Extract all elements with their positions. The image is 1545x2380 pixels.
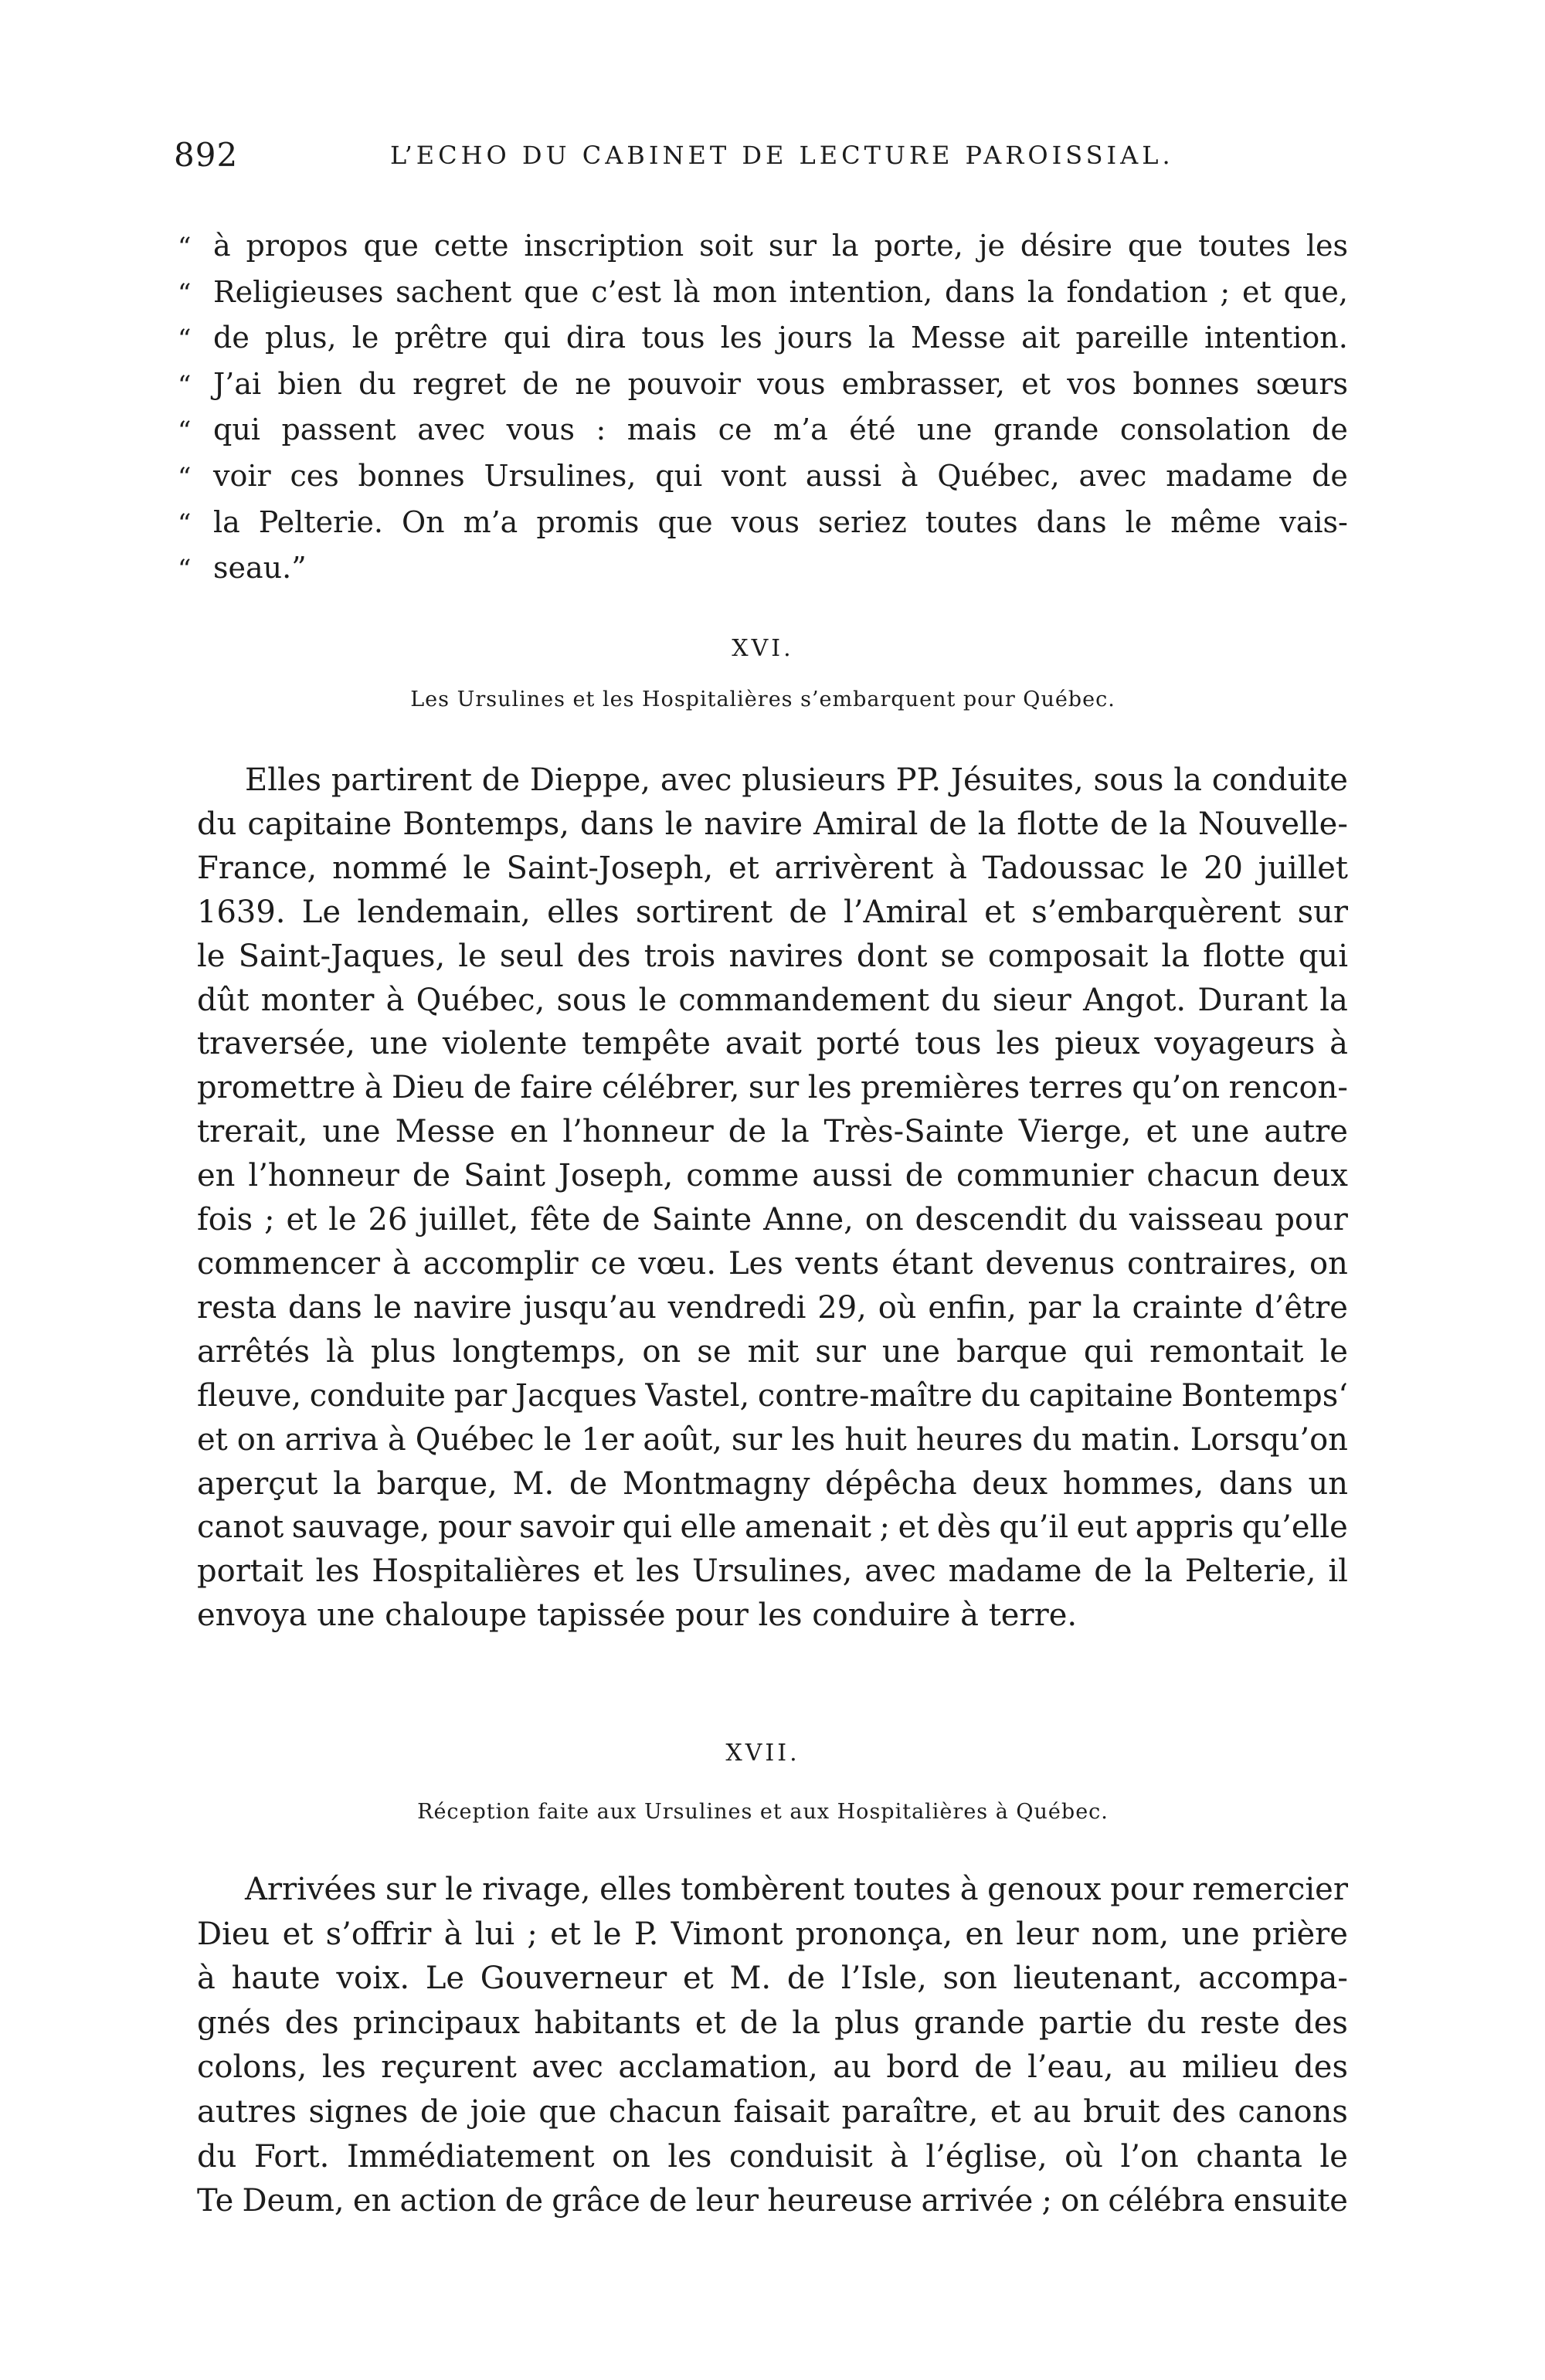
text-line: “ voir ces bonnes Ursulines, qui vont aussi à Québec, avec madame de	[178, 454, 1348, 501]
section-heading-xvi: XVI.	[732, 635, 794, 662]
page-number: 892	[174, 136, 239, 174]
text-line: 1639. Le lendemain, elles sortirent de l’Amiral et s’embarquèrent sur	[197, 894, 1348, 930]
quote-mark: “	[178, 277, 192, 309]
text-line: colons, les reçurent avec acclamation, au bord de l’eau, au milieu des	[197, 2049, 1348, 2086]
text-line: dût monter à Québec, sous le commandement du sieur Angot. Durant la	[197, 982, 1348, 1018]
text-line: portait les Hospitalières et les Ursulines, avec madame de la Pelterie, il	[197, 1553, 1348, 1590]
section-xvi-paragraph	[197, 759, 1348, 1638]
text-line: autres signes de joie que chacun faisait paraître, et au bruit des canons	[197, 2093, 1348, 2130]
text-line: “ la Pelterie. On m’a promis que vous seriez toutes dans le même vais-	[178, 501, 1348, 547]
text-line: gnés des principaux habitants et de la plus grande partie du reste des	[197, 2005, 1348, 2041]
quote-mark: “	[178, 369, 192, 401]
running-title: L’ECHO DU CABINET DE LECTURE PAROISSIAL.	[390, 141, 1174, 170]
text-line: du Fort. Immédiatement on les conduisit à l’église, où l’on chanta le	[197, 2138, 1348, 2175]
text-line: traversée, une violente tempête avait porté tous les pieux voyageurs à	[197, 1026, 1348, 1062]
text-line: Arrivées sur le rivage, elles tombèrent toutes à genoux pour remercier	[245, 1872, 1348, 1907]
text-line: France, nommé le Saint-Joseph, et arrivèrent à Tadoussac le 20 juillet	[197, 850, 1348, 886]
text-line: “ qui passent avec vous : mais ce m’a été une grande consolation de	[178, 408, 1348, 454]
section-subtitle-xvii: Réception faite aux Ursulines et aux Hospitalières à Québec.	[417, 1800, 1109, 1824]
running-head	[174, 136, 1348, 182]
quote-mark: “	[178, 416, 192, 447]
text-line: arrêtés là plus longtemps, on se mit sur une barque qui remontait le	[197, 1333, 1348, 1370]
quote-mark: “	[178, 508, 192, 539]
section-xvii-paragraph	[197, 1868, 1348, 2224]
text-line: à haute voix. Le Gouverneur et M. de l’Isle, son lieutenant, accompa-	[197, 1961, 1348, 1997]
quote-mark: “	[178, 461, 192, 493]
text-line: “ seau.”	[178, 546, 1348, 592]
quoted-passage	[178, 224, 1348, 592]
text-line: en l’honneur de Saint Joseph, comme aussi de communier chacun deux	[197, 1158, 1348, 1194]
text-line: “ à propos que cette inscription soit sur la porte, je désire que toutes les	[178, 224, 1348, 270]
text-line: Te Deum, en action de grâce de leur heureuse arrivée ; on célébra ensuite	[197, 2183, 1348, 2219]
text-line: du capitaine Bontemps, dans le navire Amiral de la flotte de la Nouvelle-	[197, 806, 1348, 842]
text-line: “ Religieuses sachent que c’est là mon intention, dans la fondation ; et que,	[178, 270, 1348, 317]
quote-mark: “	[178, 554, 192, 586]
text-line: commencer à accomplir ce vœu. Les vents étant devenus contraires, on	[197, 1245, 1348, 1282]
text-line: resta dans le navire jusqu’au vendredi 29, où enfin, par la crainte d’être	[197, 1289, 1348, 1326]
text-line: et on arriva à Québec le 1er août, sur les huit heures du matin. Lorsqu’on	[197, 1421, 1348, 1458]
text-line: aperçut la barque, M. de Montmagny dépêcha deux hommes, dans un	[197, 1465, 1348, 1502]
text-line: Elles partirent de Dieppe, avec plusieurs PP. Jésuites, sous la conduite	[245, 762, 1348, 798]
text-line: Dieu et s’offrir à lui ; et le P. Vimont prononça, en leur nom, une prière	[197, 1916, 1348, 1952]
text-line: promettre à Dieu de faire célébrer, sur les premières terres qu’on rencon-	[197, 1070, 1348, 1106]
quote-mark: “	[178, 232, 192, 263]
text-line: fleuve, conduite par Jacques Vastel, contre-maître du capitaine Bontemps‘	[197, 1377, 1348, 1414]
quote-mark: “	[178, 324, 192, 355]
text-line: fois ; et le 26 juillet, fête de Sainte Anne, on descendit du vaisseau pour	[197, 1202, 1348, 1238]
text-line: trerait, une Messe en l’honneur de la Très-Sainte Vierge, et une autre	[197, 1114, 1348, 1150]
text-line: “ J’ai bien du regret de ne pouvoir vous embrasser, et vos bonnes sœurs	[178, 362, 1348, 409]
text-line: canot sauvage, pour savoir qui elle amenait ; et dès qu’il eut appris qu’elle	[197, 1509, 1348, 1546]
section-heading-xvii: XVII.	[725, 1740, 800, 1767]
text-line: “ de plus, le prêtre qui dira tous les jours la Messe ait pareille intention.	[178, 316, 1348, 362]
text-line: le Saint-Jaques, le seul des trois navires dont se composait la flotte qui	[197, 938, 1348, 974]
section-subtitle-xvi: Les Ursulines et les Hospitalières s’embarquent pour Québec.	[410, 688, 1115, 711]
text-line: envoya une chaloupe tapissée pour les conduire à terre.	[197, 1597, 1078, 1634]
